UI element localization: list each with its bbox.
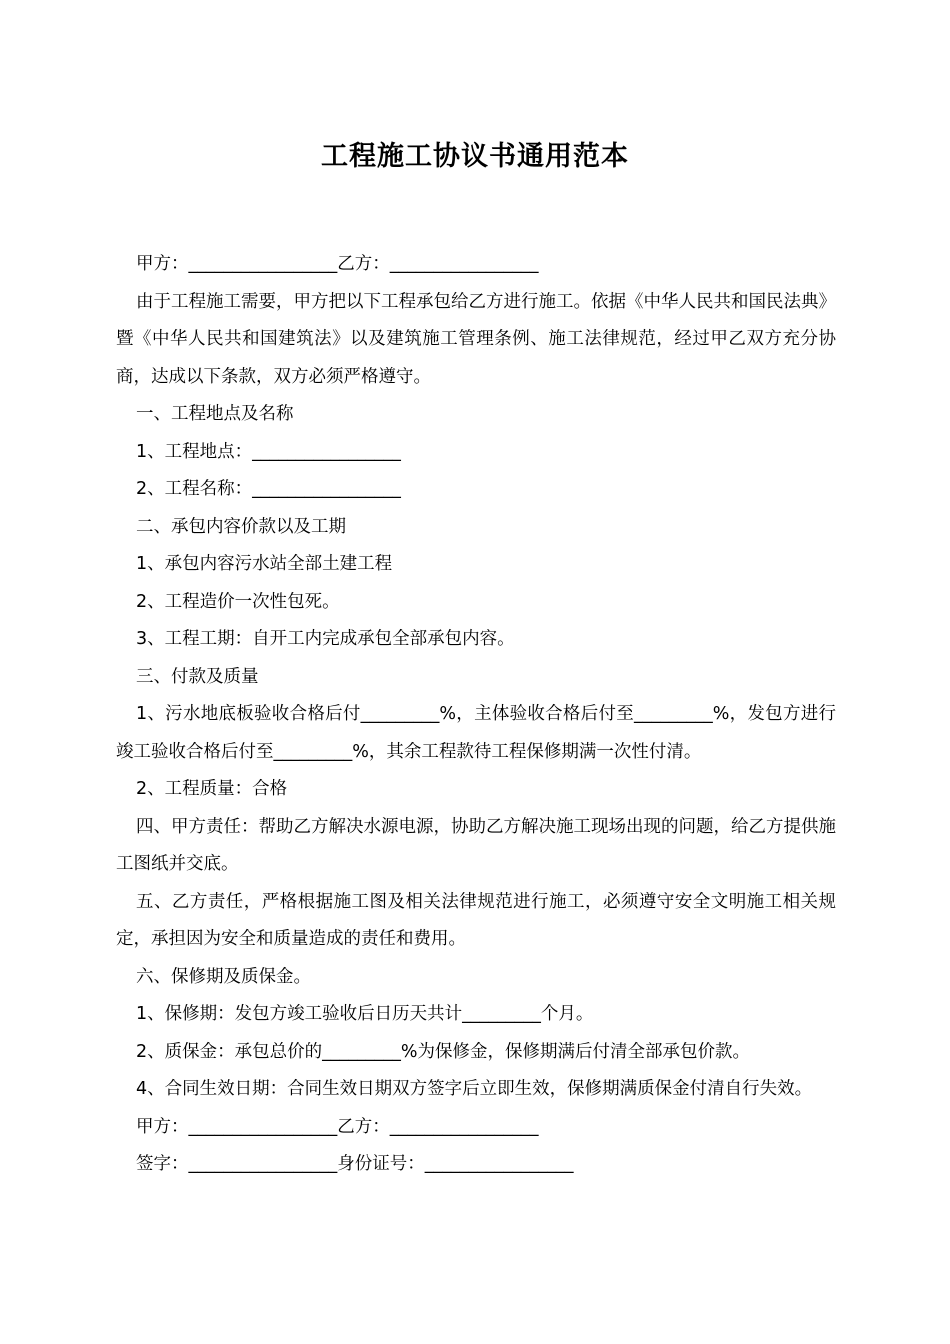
clause-retention-money: 2、质保金：承包总价的_________%为保修金，保修期满后付清全部承包价款。	[136, 1041, 751, 1062]
section-party-b-duties: 五、乙方责任，严格根据施工图及相关法律规范进行施工，必须遵守安全文明施工相关规定，承担因为安全和质量造成的责任和费用。	[116, 891, 836, 949]
section-heading-3: 三、付款及质量	[136, 666, 259, 687]
party-line: 甲方：_________________乙方：_________________	[136, 254, 539, 274]
preamble-paragraph: 由于工程施工需要，甲方把以下工程承包给乙方进行施工。依据《中华人民共和国民法典》暨《中华人民共和国建筑法》以及建筑施工管理条例、施工法律规范，经过甲乙双方充分协商，达成以下条款，双方必须严格遵守。	[116, 291, 836, 387]
clause-effective-date: 4、合同生效日期：合同生效日期双方签字后立即生效，保修期满质保金付清自行失效。	[136, 1079, 813, 1099]
signature-party-line: 甲方：_________________乙方：_________________	[136, 1116, 539, 1137]
clause-quality: 2、工程质量：合格	[136, 779, 288, 799]
section-heading-6: 六、保修期及质保金。	[136, 966, 311, 987]
clause-project-location: 1、工程地点：_________________	[136, 441, 401, 462]
clause-payment: 1、污水地底板验收合格后付_________%，主体验收合格后付至_________%，发包方进行竣工验收合格后付至_________%，其余工程款待工程保修期满一次性付清。	[116, 704, 836, 762]
document-title: 工程施工协议书通用范本	[321, 141, 629, 172]
document-body	[116, 246, 836, 1184]
clause-contract-content: 1、承包内容污水站全部土建工程	[136, 554, 393, 574]
clause-project-cost: 2、工程造价一次性包死。	[136, 591, 340, 612]
signature-id-line: 签字：_________________身份证号：_________________	[136, 1154, 574, 1174]
clause-project-duration: 3、工程工期：自开工内完成承包全部承包内容。	[136, 629, 515, 649]
section-party-a-duties: 四、甲方责任：帮助乙方解决水源电源，协助乙方解决施工现场出现的问题，给乙方提供施工图纸并交底。	[116, 816, 836, 874]
clause-project-name: 2、工程名称：_________________	[136, 479, 401, 499]
section-heading-2: 二、承包内容价款以及工期	[136, 516, 346, 537]
section-heading-1: 一、工程地点及名称	[136, 404, 294, 424]
clause-warranty-period: 1、保修期：发包方竣工验收后日历天共计_________个月。	[136, 1004, 594, 1024]
